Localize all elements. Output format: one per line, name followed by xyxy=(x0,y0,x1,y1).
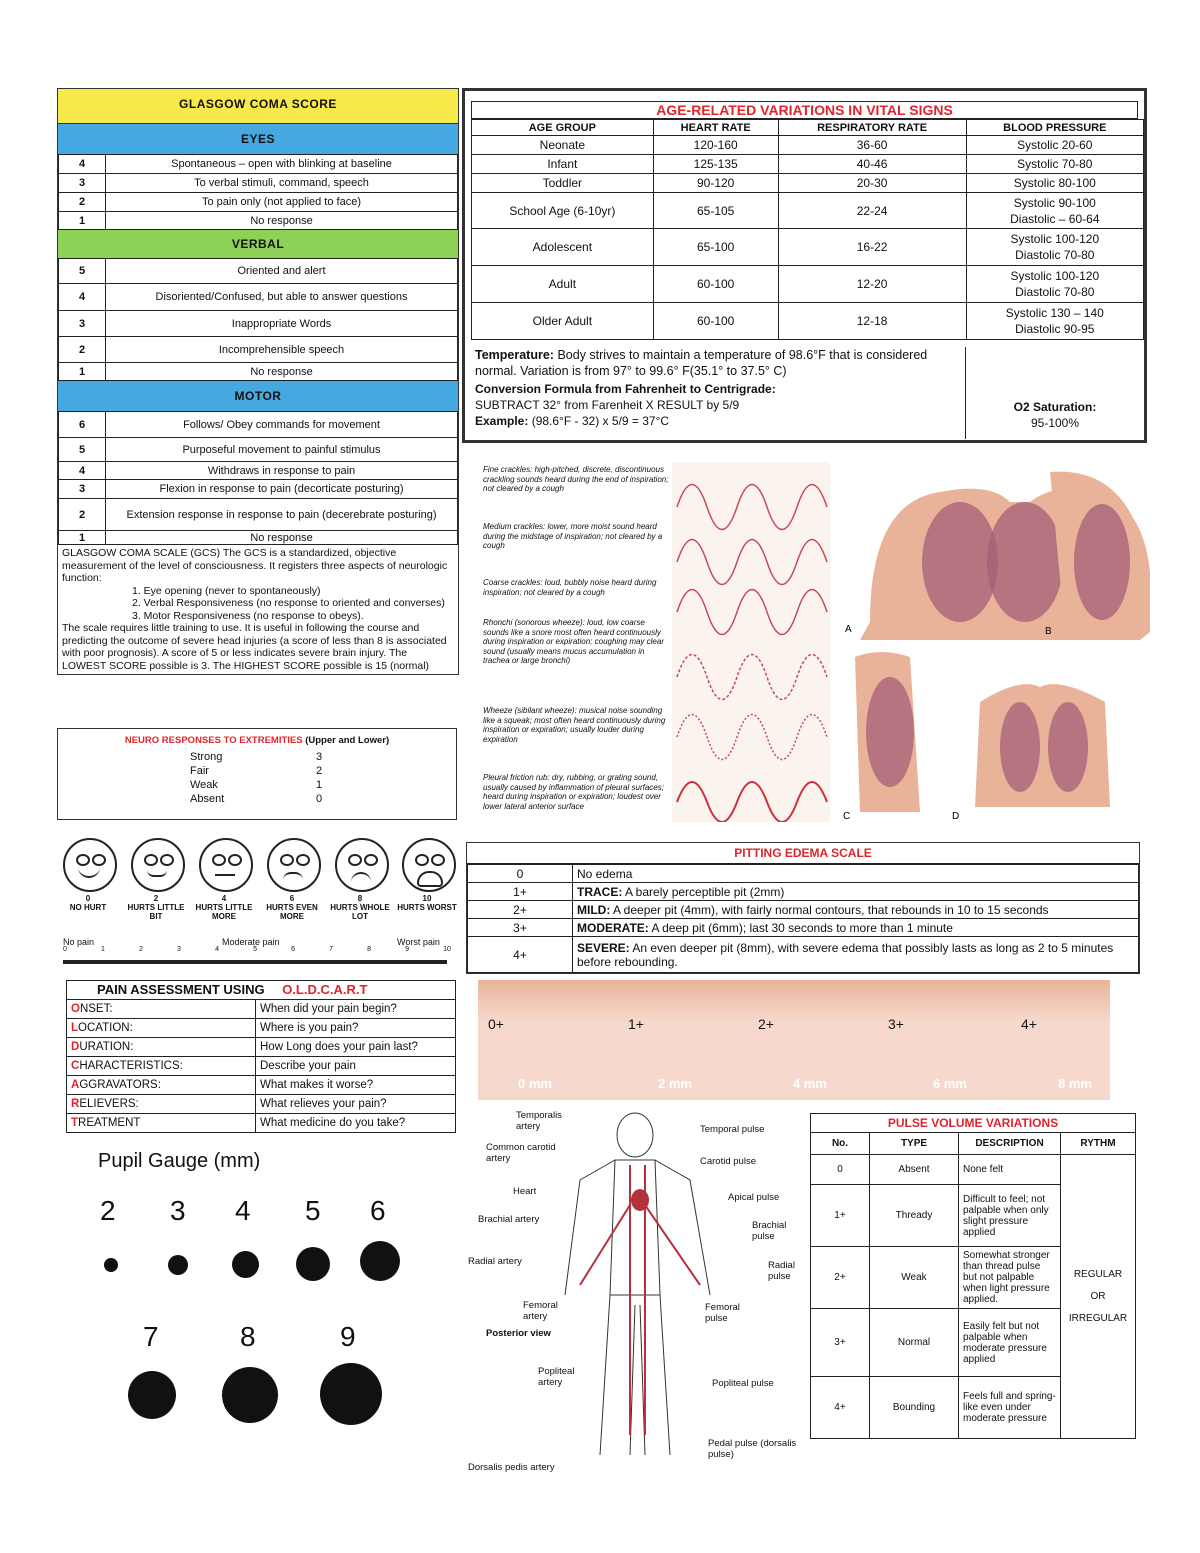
pupil-size-label: 5 xyxy=(305,1195,321,1226)
label-dorsalis-pedis-artery: Dorsalis pedis artery xyxy=(468,1462,555,1473)
pulse-header: DESCRIPTION xyxy=(959,1133,1061,1155)
label-temporal-pulse: Temporal pulse xyxy=(700,1124,765,1135)
face-hurts-little-bit-icon xyxy=(131,838,185,892)
vitals-header: AGE GROUP xyxy=(472,120,654,136)
label-femoral-artery: Femoral artery xyxy=(523,1300,558,1322)
edema-table: 0 No edema 1+ TRACE: A barely perceptible pit (2mm) 2+ MILD: A deeper pit (4mm), with fairly normal contours, that rebounds in 10 to 15 seconds 3+ MODERATE: A deep pit (6mm); last 30 seconds to more than 1 minute 4+ SEVERE: An even deeper pit (8mm), with severe edema that possibly lasts as long as 2 to 5 minutes before rebounding. xyxy=(467,864,1139,973)
oldcart-term: LOCATION: xyxy=(67,1019,256,1038)
label-common-carotid: Common carotid artery xyxy=(486,1142,556,1164)
eyes-score: 4 xyxy=(59,155,106,174)
motor-desc: Withdraws in response to pain xyxy=(106,462,458,480)
pain-scale-left-label: No pain xyxy=(63,937,95,947)
gcs-desc-item: 2. Verbal Responsiveness (no response to oriented and converses) xyxy=(132,597,445,609)
face-no-hurt-icon xyxy=(63,838,117,892)
pulse-no: 1+ xyxy=(811,1185,870,1247)
example-text: (98.6°F - 32) x 5/9 = 37°C xyxy=(531,414,670,428)
pupil-gauge-title: Pupil Gauge (mm) xyxy=(98,1150,261,1172)
pulse-points-body-figure xyxy=(560,1105,720,1475)
pulse-type: Normal xyxy=(870,1309,959,1377)
vitals-divider xyxy=(965,347,966,439)
edema-photo-grade: 2+ xyxy=(758,1016,774,1032)
oldcart-question: Describe your pain xyxy=(256,1057,456,1076)
breath-sound-item: Wheeze (sibilant wheeze): musical noise sounding like a squeak; most often heard continuously during inspiration or expiration; usually louder during expiration xyxy=(483,706,666,744)
gcs-desc-item: 1. Eye opening (never to spontaneously) xyxy=(132,584,321,597)
label-radial-pulse: Radial pulse xyxy=(768,1260,795,1282)
breath-sound-item: Medium crackles: lower, more moist sound heard during the midstage of inspiration; not cleared by a cough xyxy=(483,522,663,550)
label-apical-pulse: Apical pulse xyxy=(728,1192,780,1203)
motor-header: MOTOR xyxy=(58,381,458,411)
vitals-header: HEART RATE xyxy=(653,120,778,136)
edema-text: A barely perceptible pit (2mm) xyxy=(625,884,785,899)
pupil-7mm-dot xyxy=(128,1371,176,1419)
pulse-header: No. xyxy=(811,1133,870,1155)
edema-grade: 1+ xyxy=(468,883,573,901)
vitals-cell: Toddler xyxy=(472,174,654,193)
neuro-level: Absent xyxy=(190,793,225,805)
label-brachial-artery: Brachial artery xyxy=(478,1214,540,1225)
face-hurts-worst-icon xyxy=(402,838,456,892)
vitals-cell: Systolic 80-100 xyxy=(966,174,1143,193)
figure-label-c: C xyxy=(843,811,851,822)
edema-photo-depth: 0 mm xyxy=(518,1076,552,1091)
pain-faces-scale xyxy=(57,838,457,976)
verbal-desc: No response xyxy=(106,363,458,381)
edema-photo-depth: 6 mm xyxy=(933,1076,967,1091)
neuro-level: Fair xyxy=(190,765,209,777)
vitals-cell: 90-120 xyxy=(653,174,778,193)
figure-label-a: A xyxy=(845,624,852,635)
verbal-score: 3 xyxy=(59,311,106,337)
face-hurts-even-more-icon xyxy=(267,838,321,892)
neuro-subtitle: (Upper and Lower) xyxy=(305,735,390,746)
breath-sounds-list xyxy=(483,465,669,811)
pulse-rhythm: REGULAR OR IRREGULAR xyxy=(1061,1155,1136,1439)
pupil-size-label: 8 xyxy=(240,1321,256,1352)
face-hurts-whole-lot-icon xyxy=(335,838,389,892)
motor-score: 3 xyxy=(59,480,106,499)
motor-desc: Purposeful movement to painful stimulus xyxy=(106,438,458,462)
pulse-description: Somewhat stronger than thread pulse but not palpable when light pressure applied. xyxy=(959,1247,1061,1309)
vitals-cell: Systolic 100-120 Diastolic 70-80 xyxy=(966,266,1143,303)
vitals-header: BLOOD PRESSURE xyxy=(966,120,1143,136)
pupil-size-label: 4 xyxy=(235,1195,251,1226)
breath-sound-item: Pleural friction rub: dry, rubbing, or grating sound, usually caused by inflammation of pleural surfaces; heard during inspiration or expiration; loudest over lower lateral anterior surface xyxy=(483,773,664,811)
gcs-desc-outro: The scale requires little training to use. It is useful in following the course and predicting the outcome of severe head injuries (a score of less than 8 is associated with poor prognosis). A score of 5 or less indicates severe brain injury. The LOWEST SCORE possible is 3. The HIGHEST SCORE possible is 15 (normal) xyxy=(62,622,447,672)
verbal-table xyxy=(58,258,458,381)
edema-text: No edema xyxy=(577,866,633,881)
verbal-score: 4 xyxy=(59,284,106,311)
temp-label: Temperature: xyxy=(475,348,554,362)
pupil-5mm-dot xyxy=(296,1247,330,1281)
eyes-desc: Spontaneous – open with blinking at baseline xyxy=(106,155,458,174)
pulse-no: 0 xyxy=(811,1155,870,1185)
breath-sound-item: Rhonchi (sonorous wheeze): loud, low coarse sounds like a snore most often heard continuously during inspiration or expiration; coughing may clear sound (usually means mucus accumulation in trachea or large bronchi) xyxy=(483,618,664,665)
figure-d-right-lung xyxy=(1048,702,1088,792)
verbal-score: 5 xyxy=(59,259,106,284)
waveform-bg xyxy=(672,462,830,822)
edema-photo-depth: 8 mm xyxy=(1058,1076,1092,1091)
pulse-type: Thready xyxy=(870,1185,959,1247)
pulse-volume-panel xyxy=(810,1113,1136,1439)
vitals-cell: 65-100 xyxy=(653,229,778,266)
pulse-no: 3+ xyxy=(811,1309,870,1377)
oldcart-term: TREATMENT xyxy=(67,1114,256,1133)
edema-title: PITTING EDEMA SCALE xyxy=(467,843,1139,864)
oldcart-panel xyxy=(66,980,456,1133)
motor-desc: Flexion in response to pain (decorticate posturing) xyxy=(106,480,458,499)
edema-text: An even deeper pit (8mm), with severe edema that possibly lasts as long as 2 to 5 minutes before rebounding. xyxy=(577,940,1114,969)
oldcart-term: CHARACTERISTICS: xyxy=(67,1057,256,1076)
pain-scale-ticks: 0 1 2 3 4 5 6 7 8 9 10 xyxy=(63,946,451,953)
label-carotid-pulse: Carotid pulse xyxy=(700,1156,756,1167)
vitals-header: RESPIRATORY RATE xyxy=(778,120,966,136)
motor-desc: Follows/ Obey commands for movement xyxy=(106,412,458,438)
oldcart-question: What makes it worse? xyxy=(256,1076,456,1095)
pupil-gauge xyxy=(60,1195,460,1435)
figure-label-d: D xyxy=(952,811,960,822)
oldcart-term: RELIEVERS: xyxy=(67,1095,256,1114)
figure-a-right-lung xyxy=(987,502,1063,622)
edema-photo-grade: 0+ xyxy=(488,1016,504,1032)
vitals-cell: 20-30 xyxy=(778,174,966,193)
label-radial-artery: Radial artery xyxy=(468,1256,522,1267)
edema-photo-strip xyxy=(478,980,1110,1100)
vitals-cell: 12-20 xyxy=(778,266,966,303)
figure-label-b: B xyxy=(1045,626,1052,637)
pain-scale-mid-label: Moderate pain xyxy=(222,937,280,947)
breath-waveforms xyxy=(672,462,830,822)
face-label: 8 HURTS WHOLE LOT xyxy=(330,894,390,921)
pupil-9mm-dot xyxy=(320,1363,382,1425)
label-heart: Heart xyxy=(513,1186,537,1197)
oldcart-question: What medicine do you take? xyxy=(256,1114,456,1133)
edema-photo-grade: 1+ xyxy=(628,1016,644,1032)
motor-table xyxy=(58,411,458,545)
verbal-desc: Oriented and alert xyxy=(106,259,458,284)
eyes-desc: To pain only (not applied to face) xyxy=(106,193,458,212)
vitals-cell: Systolic 70-80 xyxy=(966,155,1143,174)
vitals-cell: Infant xyxy=(472,155,654,174)
o2-label: O2 Saturation: xyxy=(1013,400,1097,414)
pulse-description: None felt xyxy=(959,1155,1061,1185)
edema-grade: 3+ xyxy=(468,919,573,937)
vitals-cell: 60-100 xyxy=(653,303,778,340)
gcs-title: GLASGOW COMA SCORE xyxy=(58,89,458,123)
pupil-2mm-dot xyxy=(104,1258,118,1272)
example-label: Example: xyxy=(475,414,529,428)
eyes-header: EYES xyxy=(58,123,458,154)
neuro-responses-panel xyxy=(57,728,457,820)
motor-score: 2 xyxy=(59,499,106,531)
pupil-size-label: 9 xyxy=(340,1321,356,1352)
neuro-level: Weak xyxy=(190,779,218,791)
eyes-desc: To verbal stimuli, command, speech xyxy=(106,174,458,193)
figure-a-left-lung xyxy=(922,502,998,622)
edema-grade: 0 xyxy=(468,865,573,883)
edema-photo-depth: 4 mm xyxy=(793,1076,827,1091)
eyes-score: 1 xyxy=(59,212,106,230)
pain-scale-right-label: Worst pain xyxy=(397,937,440,947)
vitals-cell: 120-160 xyxy=(653,136,778,155)
label-temporalis-artery: Temporalis artery xyxy=(516,1110,562,1132)
vitals-cell: 125-135 xyxy=(653,155,778,174)
vitals-cell: Older Adult xyxy=(472,303,654,340)
edema-photo-grade: 3+ xyxy=(888,1016,904,1032)
vitals-table xyxy=(471,119,1144,340)
pulse-no: 4+ xyxy=(811,1377,870,1439)
vitals-cell: Systolic 100-120 Diastolic 70-80 xyxy=(966,229,1143,266)
oldcart-question: What relieves your pain? xyxy=(256,1095,456,1114)
face-label: 4 HURTS LITTLE MORE xyxy=(195,894,253,921)
vitals-cell: 60-100 xyxy=(653,266,778,303)
pulse-table xyxy=(810,1132,1136,1439)
face-label: 0 NO HURT xyxy=(69,894,107,912)
vitals-cell: Systolic 90-100 Diastolic – 60-64 xyxy=(966,193,1143,229)
vitals-cell: School Age (6-10yr) xyxy=(472,193,654,229)
oldcart-question: When did your pain begin? xyxy=(256,1000,456,1019)
pulse-description: Feels full and spring-like even under moderate pressure xyxy=(959,1377,1061,1439)
pupil-4mm-dot xyxy=(232,1251,259,1278)
edema-grade: 4+ xyxy=(468,937,573,973)
edema-text: A deeper pit (4mm), with fairly normal contours, that rebounds in 10 to 15 seconds xyxy=(613,902,1049,917)
vitals-cell: Neonate xyxy=(472,136,654,155)
vitals-cell: 22-24 xyxy=(778,193,966,229)
eyes-desc: No response xyxy=(106,212,458,230)
verbal-score: 2 xyxy=(59,337,106,363)
vitals-cell: 36-60 xyxy=(778,136,966,155)
o2-saturation xyxy=(970,399,1140,431)
edema-grade: 2+ xyxy=(468,901,573,919)
temperature-block xyxy=(475,347,955,429)
neuro-table xyxy=(186,750,326,806)
pupil-8mm-dot xyxy=(222,1367,278,1423)
heart-icon xyxy=(631,1189,649,1211)
gcs-description xyxy=(58,545,458,674)
neuro-score: 1 xyxy=(316,779,323,791)
motor-score: 6 xyxy=(59,412,106,438)
face-hurts-little-more-icon xyxy=(199,838,253,892)
verbal-header: VERBAL xyxy=(58,230,458,258)
label-femoral-pulse: Femoral pulse xyxy=(705,1302,740,1324)
verbal-desc: Disoriented/Confused, but able to answer questions xyxy=(106,284,458,311)
eyes-score: 2 xyxy=(59,193,106,212)
pitting-edema-panel xyxy=(466,842,1140,974)
vitals-title: AGE-RELATED VARIATIONS IN VITAL SIGNS xyxy=(471,101,1138,119)
pupil-size-label: 7 xyxy=(143,1321,159,1352)
label-posterior-view: Posterior view xyxy=(486,1328,551,1339)
pupil-6mm-dot xyxy=(360,1241,400,1281)
oldcart-title: PAIN ASSESSMENT USING xyxy=(97,982,265,997)
edema-photo-depth: 2 mm xyxy=(658,1076,692,1091)
vitals-cell: 40-46 xyxy=(778,155,966,174)
gcs-desc-intro: GLASGOW COMA SCALE (GCS) The GCS is a standardized, objective measurement of the level of consciousness. It registers three aspects of neurologic function: xyxy=(62,547,448,584)
verbal-score: 1 xyxy=(59,363,106,381)
oldcart-term: ONSET: xyxy=(67,1000,256,1019)
gcs-desc-item: 3. Motor Responsiveness (no response to obeys). xyxy=(132,609,364,622)
lung-auscultation-figures xyxy=(840,462,1150,824)
motor-score: 1 xyxy=(59,531,106,545)
label-popliteal-artery: Popliteal artery xyxy=(538,1366,575,1388)
motor-score: 4 xyxy=(59,462,106,480)
neuro-title: NEURO RESPONSES TO EXTREMITIES xyxy=(124,735,303,746)
breath-sound-item: Coarse crackles: loud, bubbly noise heard during inspiration; not cleared by a cough xyxy=(483,578,657,597)
neuro-score: 0 xyxy=(316,793,323,805)
oldcart-term: AGGRAVATORS: xyxy=(67,1076,256,1095)
neuro-score: 3 xyxy=(316,751,323,763)
face-label: 6 HURTS EVEN MORE xyxy=(266,894,318,921)
vitals-cell: Adolescent xyxy=(472,229,654,266)
eyes-table xyxy=(58,154,458,230)
pulse-type: Absent xyxy=(870,1155,959,1185)
label-popliteal-pulse: Popliteal pulse xyxy=(712,1378,774,1389)
vitals-cell: Adult xyxy=(472,266,654,303)
oldcart-acronym: O.L.D.C.A.R.T xyxy=(282,982,368,997)
vitals-cell: 65-105 xyxy=(653,193,778,229)
temp-text: Body strives to maintain a temperature of 98.6°F that is considered normal. Variation is from 97° to 99.6° F(35.1° to 37.5° C) xyxy=(475,348,928,378)
gcs-panel xyxy=(57,88,459,675)
vitals-cell: 16-22 xyxy=(778,229,966,266)
vital-signs-panel xyxy=(462,88,1147,443)
oldcart-term: DURATION: xyxy=(67,1038,256,1057)
pulse-header: TYPE xyxy=(870,1133,959,1155)
pulse-description: Difficult to feel; not palpable when only slight pressure applied xyxy=(959,1185,1061,1247)
verbal-desc: Inappropriate Words xyxy=(106,311,458,337)
vitals-cell: Systolic 20-60 xyxy=(966,136,1143,155)
edema-text: A deep pit (6mm); last 30 seconds to more than 1 minute xyxy=(651,920,953,935)
pulse-description: Easily felt but not palpable when moderate pressure applied xyxy=(959,1309,1061,1377)
edema-photo-grade: 4+ xyxy=(1021,1016,1037,1032)
face-label: 2 HURTS LITTLE BIT xyxy=(127,894,185,921)
pulse-type: Bounding xyxy=(870,1377,959,1439)
eyes-score: 3 xyxy=(59,174,106,193)
figure-d-torso xyxy=(975,684,1110,807)
vitals-cell: 12-18 xyxy=(778,303,966,340)
conversion-text: SUBTRACT 32° from Farenheit X RESULT by 5/9 xyxy=(475,398,740,412)
neuro-score: 2 xyxy=(316,765,323,777)
pulse-title: PULSE VOLUME VARIATIONS xyxy=(810,1113,1136,1132)
label-pedal-pulse: Pedal pulse (dorsalis pulse) xyxy=(708,1438,797,1460)
conversion-title: Conversion Formula from Fahrenheit to Centrigrade: xyxy=(475,382,776,396)
pain-scale-bar xyxy=(63,960,447,964)
figure-d-left-lung xyxy=(1000,702,1040,792)
figure-b-lung xyxy=(1074,504,1130,620)
pulse-no: 2+ xyxy=(811,1247,870,1309)
pulse-header: RYTHM xyxy=(1061,1133,1136,1155)
oldcart-question: Where is you pain? xyxy=(256,1019,456,1038)
motor-desc: Extension response in response to pain (decerebrate posturing) xyxy=(106,499,458,531)
pupil-size-label: 2 xyxy=(100,1195,116,1226)
pulse-type: Weak xyxy=(870,1247,959,1309)
neuro-level: Strong xyxy=(190,751,223,763)
figure-c-lung xyxy=(866,677,914,787)
pupil-size-label: 6 xyxy=(370,1195,386,1226)
verbal-desc: Incomprehensible speech xyxy=(106,337,458,363)
motor-score: 5 xyxy=(59,438,106,462)
breath-sound-item: Fine crackles: high-pitched, discrete, discontinuous crackling sounds heard during the end of inspiration; not cleared by a cough xyxy=(483,465,669,493)
o2-value: 95-100% xyxy=(1030,416,1080,430)
pupil-size-label: 3 xyxy=(170,1195,186,1226)
face-label: 10 HURTS WORST xyxy=(397,894,457,912)
oldcart-table xyxy=(66,999,456,1133)
head-outline xyxy=(617,1113,653,1157)
oldcart-question: How Long does your pain last? xyxy=(256,1038,456,1057)
label-brachial-pulse: Brachial pulse xyxy=(752,1220,787,1242)
vitals-cell: Systolic 130 – 140 Diastolic 90-95 xyxy=(966,303,1143,340)
pupil-3mm-dot xyxy=(168,1255,188,1275)
motor-desc: No response xyxy=(106,531,458,545)
